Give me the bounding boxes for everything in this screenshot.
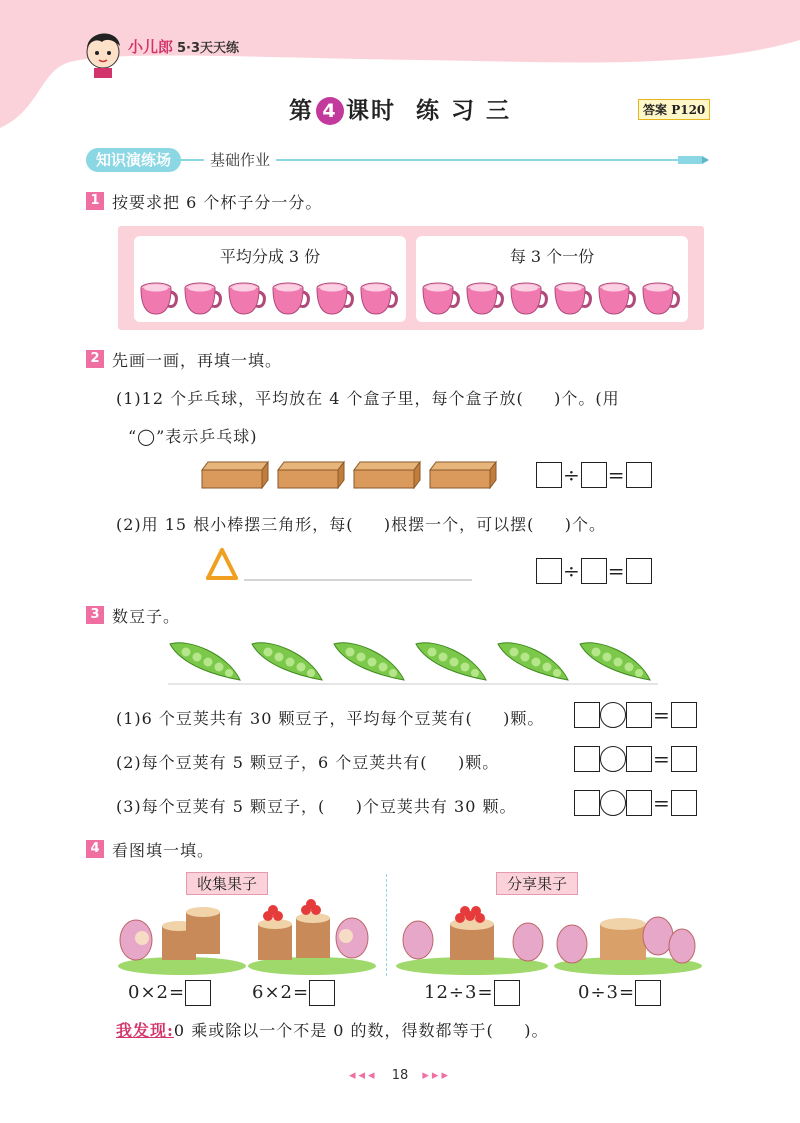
answer-box[interactable] bbox=[494, 980, 520, 1006]
answer-reference bbox=[638, 99, 710, 120]
brand bbox=[128, 36, 239, 57]
stump-icon bbox=[296, 913, 330, 958]
cup-icon bbox=[138, 280, 178, 316]
equation-q2-1 bbox=[536, 462, 652, 488]
cup-icon bbox=[640, 280, 680, 316]
pea-pod-icon bbox=[580, 643, 650, 680]
equation-q3-1 bbox=[574, 702, 697, 728]
box-icon bbox=[430, 462, 496, 488]
cup-icon bbox=[226, 280, 266, 316]
page-footer bbox=[0, 1068, 800, 1083]
pea-pod-icon bbox=[170, 643, 240, 680]
equals-sign: = bbox=[653, 703, 670, 727]
triangle-icon bbox=[208, 550, 236, 578]
answer-box[interactable] bbox=[671, 746, 697, 772]
section-name: 知识演练场 bbox=[86, 148, 181, 172]
discovery-label: 我发现: bbox=[116, 1021, 174, 1040]
q4-equation-3-text: 12÷3= bbox=[424, 982, 494, 1003]
cup-icon bbox=[182, 280, 222, 316]
pea-pod-icon bbox=[252, 643, 322, 680]
stump-icon bbox=[186, 907, 220, 954]
answer-box[interactable] bbox=[671, 790, 697, 816]
cup-group-left bbox=[134, 236, 406, 322]
cup-icon bbox=[420, 280, 460, 316]
operator-circle[interactable] bbox=[600, 702, 626, 728]
question-2-part-1-line-2: “◯”表示乒乓球) bbox=[128, 427, 258, 446]
equation-q3-3 bbox=[574, 790, 697, 816]
operator-circle[interactable] bbox=[600, 790, 626, 816]
answer-box[interactable] bbox=[309, 980, 335, 1006]
divide-sign: ÷ bbox=[563, 463, 580, 487]
mascot-avatar bbox=[80, 26, 126, 78]
q4-equation-1-text: 0×2= bbox=[128, 982, 186, 1003]
left-arrows-icon: ◂◂◂ bbox=[349, 1068, 378, 1083]
cup-icon bbox=[464, 280, 504, 316]
brand-name: 小儿郎 bbox=[128, 38, 174, 56]
answer-box[interactable] bbox=[185, 980, 211, 1006]
scene-share bbox=[392, 872, 704, 976]
question-2-text: 先画一画，再填一填。 bbox=[112, 351, 283, 370]
question-4-text: 看图填一填。 bbox=[112, 841, 215, 860]
answer-box[interactable] bbox=[574, 746, 600, 772]
box-row bbox=[200, 456, 500, 492]
triangle-sticks bbox=[204, 546, 474, 582]
answer-box[interactable] bbox=[626, 790, 652, 816]
brand-series: 5·3天天练 bbox=[177, 41, 240, 56]
equals-sign: = bbox=[653, 791, 670, 815]
question-number-3: 3 bbox=[86, 606, 104, 624]
cup-icon bbox=[552, 280, 592, 316]
answer-box[interactable] bbox=[626, 702, 652, 728]
q4-equation-1 bbox=[128, 980, 211, 1006]
answer-box[interactable] bbox=[671, 702, 697, 728]
answer-box[interactable] bbox=[626, 746, 652, 772]
cup-group-right bbox=[416, 236, 688, 322]
answer-box[interactable] bbox=[626, 462, 652, 488]
answer-box[interactable] bbox=[536, 462, 562, 488]
hedgehog-icon bbox=[557, 925, 587, 963]
equation-q2-2 bbox=[536, 558, 652, 584]
question-number-1: 1 bbox=[86, 192, 104, 210]
answer-box[interactable] bbox=[635, 980, 661, 1006]
page-number: 18 bbox=[391, 1068, 409, 1083]
q4-equation-4 bbox=[578, 980, 661, 1006]
answer-box[interactable] bbox=[536, 558, 562, 584]
hedgehog-icon bbox=[336, 918, 368, 958]
hedgehog-icon bbox=[643, 917, 673, 955]
answer-box[interactable] bbox=[581, 558, 607, 584]
answer-box[interactable] bbox=[626, 558, 652, 584]
box-icon bbox=[202, 462, 268, 488]
q4-equation-3 bbox=[424, 980, 520, 1006]
pea-pod-row bbox=[168, 636, 658, 688]
answer-box[interactable] bbox=[574, 702, 600, 728]
answer-box[interactable] bbox=[574, 790, 600, 816]
hedgehog-stump-illustration bbox=[112, 896, 382, 976]
cup-group-right-label: 每 3 个一份 bbox=[509, 247, 595, 266]
equals-sign: = bbox=[607, 463, 625, 487]
hedgehog-icon bbox=[669, 929, 695, 963]
question-3-part-1: (1)6 个豆荚共有 30 颗豆子，平均每个豆荚有( )颗。 bbox=[116, 709, 545, 728]
answer-page: P120 bbox=[671, 103, 706, 117]
cup-icon bbox=[508, 280, 548, 316]
cup-group-left-label: 平均分成 3 份 bbox=[219, 247, 321, 266]
scene-collect-title: 收集果子 bbox=[186, 872, 268, 895]
answer-box[interactable] bbox=[581, 462, 607, 488]
stump-icon bbox=[258, 919, 292, 960]
stump-icon bbox=[450, 918, 494, 960]
right-arrows-icon: ▸▸▸ bbox=[422, 1068, 451, 1083]
cup-icon bbox=[358, 280, 398, 316]
fruit-icon bbox=[455, 906, 485, 923]
hedgehog-icon bbox=[120, 920, 152, 960]
equals-sign: = bbox=[653, 747, 670, 771]
q4-equation-2 bbox=[252, 980, 335, 1006]
question-3-part-3: (3)每个豆荚有 5 颗豆子，( )个豆荚共有 30 颗。 bbox=[116, 797, 517, 816]
equation-q3-2 bbox=[574, 746, 697, 772]
q4-equation-4-text: 0÷3= bbox=[578, 982, 636, 1003]
scene-divider bbox=[386, 874, 388, 976]
cup-icon bbox=[270, 280, 310, 316]
lesson-number-badge: 4 bbox=[316, 97, 344, 125]
discovery-text: 0 乘或除以一个不是 0 的数，得数都等于( )。 bbox=[173, 1021, 549, 1040]
hedgehog-icon bbox=[403, 921, 433, 959]
pea-pod-icon bbox=[416, 643, 486, 680]
stump-icon bbox=[600, 918, 646, 960]
question-3-text: 数豆子。 bbox=[112, 607, 181, 626]
answer-label: 答案 bbox=[643, 103, 668, 117]
title-suffix: 课时 练 习 三 bbox=[345, 98, 512, 124]
divide-sign: ÷ bbox=[563, 559, 580, 583]
title-prefix: 第 bbox=[288, 98, 314, 124]
equals-sign: = bbox=[607, 559, 625, 583]
pea-pod-icon bbox=[334, 643, 404, 680]
q4-equation-2-text: 6×2= bbox=[252, 982, 310, 1003]
question-number-2: 2 bbox=[86, 350, 104, 368]
cup-icon bbox=[596, 280, 636, 316]
hedgehog-icon bbox=[513, 923, 543, 961]
hedgehog-share-illustration bbox=[392, 896, 704, 976]
box-icon bbox=[278, 462, 344, 488]
operator-circle[interactable] bbox=[600, 746, 626, 772]
question-number-4: 4 bbox=[86, 840, 104, 858]
scene-collect bbox=[112, 872, 382, 976]
question-2-part-1-line-1: (1)12 个乒乓球，平均放在 4 个盒子里，每个盒子放( )个。(用 bbox=[116, 389, 620, 408]
box-icon bbox=[354, 462, 420, 488]
q4-discovery bbox=[116, 1018, 548, 1041]
question-1-text: 按要求把 6 个杯子分一分。 bbox=[112, 193, 323, 212]
question-2-part-2: (2)用 15 根小棒摆三角形，每( )根摆一个，可以摆( )个。 bbox=[116, 515, 607, 534]
question-3-part-2: (2)每个豆荚有 5 颗豆子，6 个豆荚共有( )颗。 bbox=[116, 753, 500, 772]
scene-share-title: 分享果子 bbox=[496, 872, 578, 895]
section-subtitle: 基础作业 bbox=[204, 148, 276, 172]
pea-pod-icon bbox=[498, 643, 568, 680]
pencil-icon bbox=[676, 152, 710, 168]
cup-icon bbox=[314, 280, 354, 316]
